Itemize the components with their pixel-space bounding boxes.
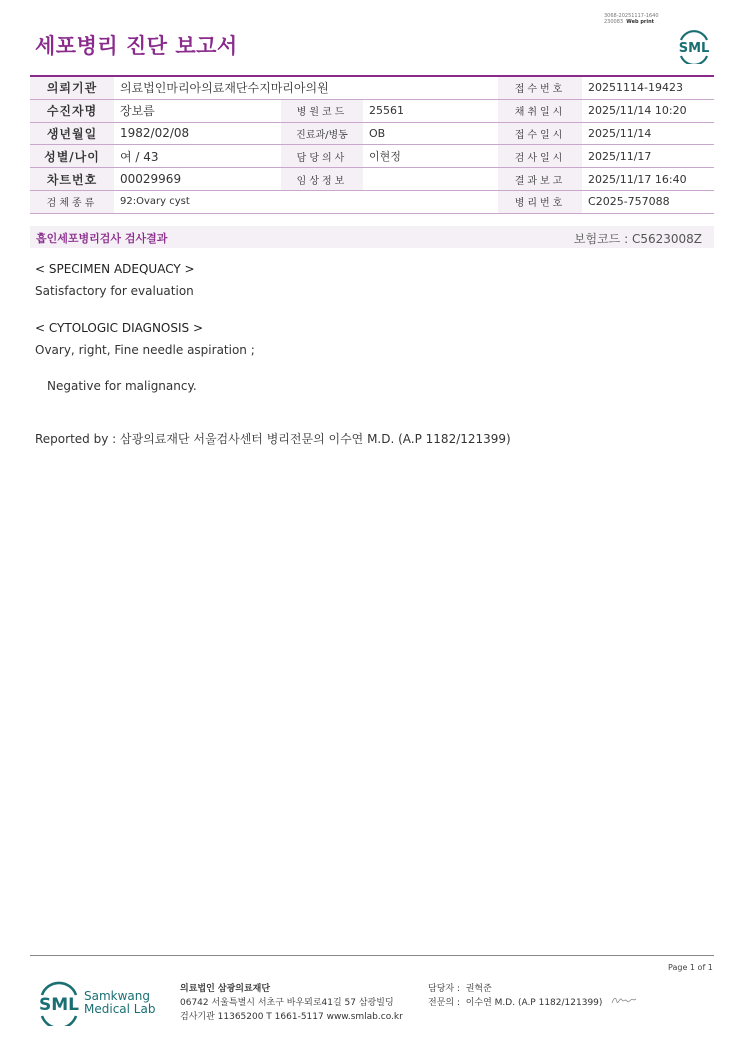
specialist-value: 이수연 M.D. (A.P 1182/121399) bbox=[465, 998, 603, 1008]
specimen-type-label: 검체종류 bbox=[30, 190, 114, 213]
web-print-label: Web print bbox=[626, 19, 655, 25]
page-number: Page 1 of 1 bbox=[668, 963, 713, 972]
document-code-line1: 3068-20251117-1640 bbox=[604, 13, 659, 19]
department-label: 진료과/병동 bbox=[281, 122, 363, 145]
staff-value: 권혁준 bbox=[465, 984, 492, 994]
document-code-line2: 230083 bbox=[604, 19, 624, 25]
patient-info-table bbox=[30, 75, 714, 214]
foundation-name: 의료법인 삼광의료재단 bbox=[180, 984, 271, 994]
foundation-address: 06742 서울특별시 서초구 바우뫼로41길 57 삼광빌딩 bbox=[180, 998, 394, 1008]
cytologic-diagnosis-heading: < CYTOLOGIC DIAGNOSIS > bbox=[35, 321, 204, 335]
diagnosis-site: Ovary, right, Fine needle aspiration ; bbox=[35, 343, 255, 357]
lab-name bbox=[84, 990, 155, 1016]
patient-name-value: 장보름 bbox=[114, 99, 281, 122]
patient-name-label: 수진자명 bbox=[30, 99, 114, 122]
result-report-value: 2025/11/17 16:40 bbox=[582, 168, 714, 191]
requesting-org-value: 의료법인마리아의료재단수지마리아의원 bbox=[114, 76, 498, 99]
result-section-title: 흡인세포병리검사 검사결과 bbox=[36, 232, 168, 245]
result-report-label: 결과보고 bbox=[498, 168, 582, 191]
clinical-info-value bbox=[363, 168, 498, 191]
diagnosis-result: Negative for malignancy. bbox=[47, 379, 197, 393]
receipt-date-label: 접수일시 bbox=[498, 122, 582, 145]
document-code bbox=[604, 13, 659, 25]
doctor-label: 담당의사 bbox=[281, 145, 363, 168]
footer-logo bbox=[36, 980, 156, 1028]
sml-logo-text: SML bbox=[678, 41, 710, 56]
reported-by: Reported by : 삼광의료재단 서울검사센터 병리전문의 이수연 M.D. (A.P 1182/121399) bbox=[35, 432, 511, 446]
receipt-no-value: 20251114-19423 bbox=[582, 76, 714, 99]
dob-value: 1982/02/08 bbox=[114, 122, 281, 145]
requesting-org-label: 의뢰기관 bbox=[30, 76, 114, 99]
chart-no-label: 차트번호 bbox=[30, 168, 114, 191]
specimen-adequacy-text: Satisfactory for evaluation bbox=[35, 284, 194, 298]
staff-line bbox=[428, 981, 492, 994]
sml-logo bbox=[36, 980, 82, 1026]
clinical-info-label: 임상정보 bbox=[281, 168, 363, 191]
insurance-code: 보험코드 : C5623008Z bbox=[573, 232, 702, 246]
table-row bbox=[30, 145, 714, 168]
specialist-label: 전문의 : bbox=[428, 998, 460, 1008]
table-row bbox=[30, 122, 714, 145]
table-row bbox=[30, 190, 714, 213]
specialist-line bbox=[428, 995, 602, 1008]
foundation-contact: 검사기관 11365200 T 1661-5117 www.smlab.co.kr bbox=[180, 1012, 403, 1022]
exam-date-value: 2025/11/17 bbox=[582, 145, 714, 168]
staff-label: 담당자 : bbox=[428, 984, 460, 994]
lab-name-line2: Medical Lab bbox=[84, 1002, 156, 1016]
hospital-code-label: 병원코드 bbox=[281, 99, 363, 122]
pathology-no-value: C2025-757088 bbox=[582, 190, 714, 213]
footer-logo-text: SML bbox=[39, 995, 79, 1015]
page-title: 세포병리 진단 보고서 bbox=[35, 34, 238, 58]
footer-divider bbox=[30, 955, 714, 956]
lab-name-line1: Samkwang bbox=[84, 989, 150, 1003]
specimen-type-value: 92:Ovary cyst bbox=[114, 190, 498, 213]
department-value: OB bbox=[363, 122, 498, 145]
dob-label: 생년월일 bbox=[30, 122, 114, 145]
receipt-no-label: 접수번호 bbox=[498, 76, 582, 99]
doctor-value: 이현정 bbox=[363, 145, 498, 168]
collection-datetime-value: 2025/11/14 10:20 bbox=[582, 99, 714, 122]
specimen-adequacy-heading: < SPECIMEN ADEQUACY > bbox=[35, 262, 195, 276]
signature-image bbox=[610, 993, 638, 1007]
pathology-no-label: 병리번호 bbox=[498, 190, 582, 213]
collection-datetime-label: 채취일시 bbox=[498, 99, 582, 122]
sex-age-label: 성별/나이 bbox=[30, 145, 114, 168]
exam-date-label: 검사일시 bbox=[498, 145, 582, 168]
table-row bbox=[30, 99, 714, 122]
chart-no-value: 00029969 bbox=[114, 168, 281, 191]
sex-age-value: 여 / 43 bbox=[114, 145, 281, 168]
table-row bbox=[30, 168, 714, 191]
receipt-date-value: 2025/11/14 bbox=[582, 122, 714, 145]
table-row bbox=[30, 76, 714, 99]
hospital-code-value: 25561 bbox=[363, 99, 498, 122]
sml-logo bbox=[676, 28, 712, 64]
